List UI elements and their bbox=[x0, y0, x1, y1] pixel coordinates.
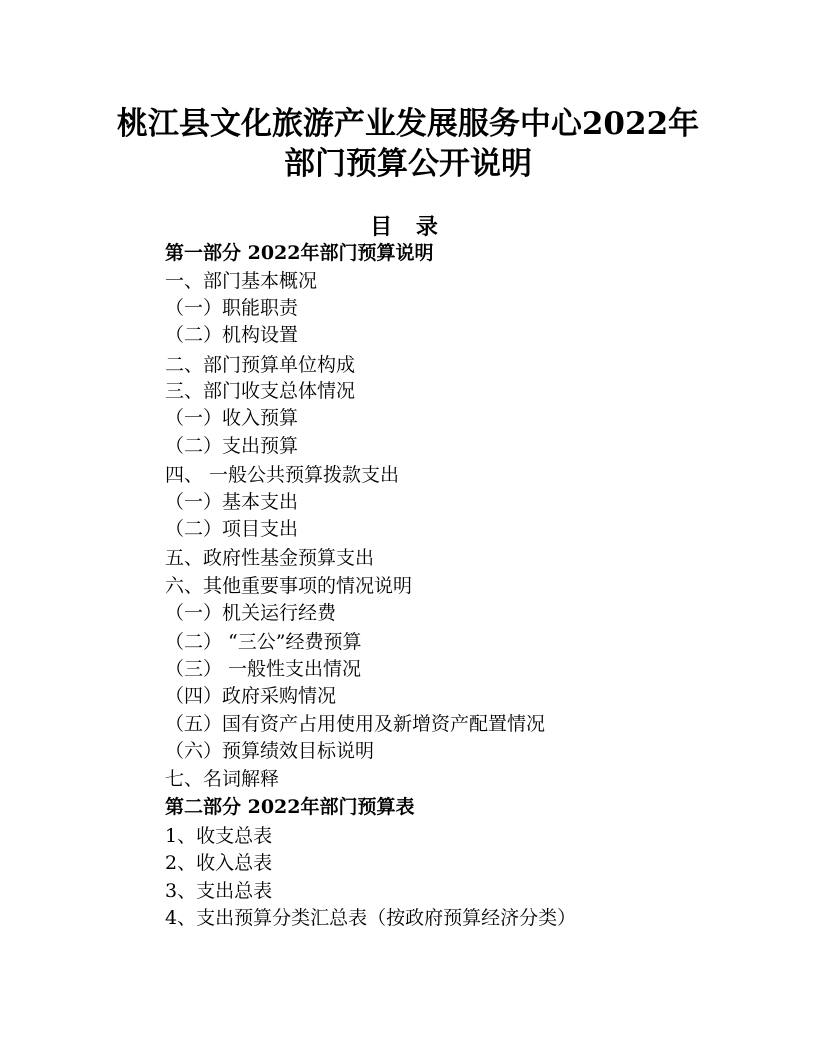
toc-heading: 目 录 bbox=[370, 214, 446, 240]
toc-item: 二、部门预算单位构成 bbox=[165, 354, 356, 376]
toc-item: 四、 一般公共预算拨款支出 bbox=[165, 464, 400, 486]
toc-item: （二） “三公”经费预算 bbox=[165, 631, 362, 653]
toc-item: （三） 一般性支出情况 bbox=[165, 658, 362, 680]
title-line-1: 桃江县文化旅游产业发展服务中心2022年 bbox=[116, 106, 700, 142]
toc-item: 三、部门收支总体情况 bbox=[165, 380, 356, 402]
toc-item: 4、支出预算分类汇总表（按政府预算经济分类） bbox=[165, 907, 577, 929]
toc-part-2: 第二部分 2022年部门预算表 bbox=[165, 796, 415, 818]
toc-item: （四）政府采购情况 bbox=[165, 685, 337, 707]
title-line-2: 部门预算公开说明 bbox=[284, 146, 532, 182]
toc-item: （二）机构设置 bbox=[165, 324, 299, 346]
toc-item: 1、收支总表 bbox=[165, 825, 273, 847]
toc-item: （一）基本支出 bbox=[165, 491, 299, 513]
toc-item: 七、名词解释 bbox=[165, 768, 280, 790]
toc-item: 3、支出总表 bbox=[165, 880, 273, 902]
toc-item: （五）国有资产占用使用及新增资产配置情况 bbox=[165, 713, 546, 735]
toc-item: （一）收入预算 bbox=[165, 407, 299, 429]
toc-item: 五、政府性基金预算支出 bbox=[165, 547, 375, 569]
toc-item: （二）项目支出 bbox=[165, 518, 299, 540]
toc-item: 六、其他重要事项的情况说明 bbox=[165, 575, 413, 597]
toc-item: （二）支出预算 bbox=[165, 435, 299, 457]
toc-item: （六）预算绩效目标说明 bbox=[165, 740, 375, 762]
toc-item: （一）机关运行经费 bbox=[165, 602, 337, 624]
toc-item: 2、收入总表 bbox=[165, 852, 273, 874]
toc-item: 一、部门基本概况 bbox=[165, 270, 318, 292]
toc-part-1: 第一部分 2022年部门预算说明 bbox=[165, 242, 434, 264]
toc-item: （一）职能职责 bbox=[165, 297, 299, 319]
